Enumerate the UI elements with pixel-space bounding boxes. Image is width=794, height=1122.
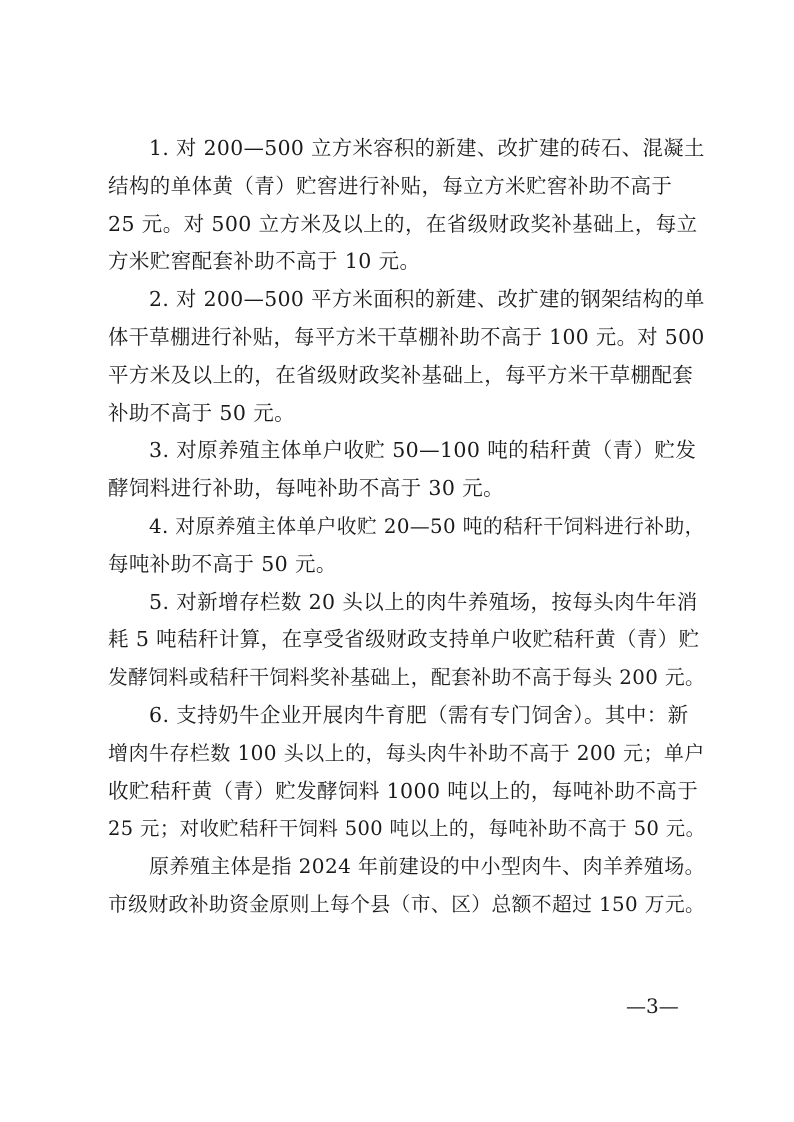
paragraph-definition: [108, 848, 708, 924]
text-line: 25 元。对 500 立方米及以上的，在省级财政奖补基础上，每立: [108, 211, 698, 236]
text-line: 方米贮窖配套补助不高于 10 元。: [108, 249, 421, 274]
text-line: 2. 对 200—500 平方米面积的新建、改扩建的钢架结构的单: [149, 287, 705, 312]
text-line: 1. 对 200—500 立方米容积的新建、改扩建的砖石、混凝土: [149, 136, 705, 160]
text-line: 原养殖主体是指 2024 年前建设的中小型肉牛、肉羊养殖场。: [149, 854, 706, 879]
text-line: 平方米及以上的，在省级财政奖补基础上，每平方米干草棚配套: [108, 362, 694, 387]
page-number: —3—: [626, 994, 679, 1018]
text-line: 酵饲料进行补助，每吨补助不高于 30 元。: [108, 476, 505, 501]
document-body: [108, 130, 708, 924]
text-line: 每吨补助不高于 50 元。: [108, 551, 337, 576]
paragraph-item-1: [108, 130, 708, 281]
text-line: 5. 对新增存栏数 20 头以上的肉牛养殖场，按每头肉牛年消: [149, 589, 698, 614]
text-line: 6. 支持奶牛企业开展肉牛育肥（需有专门饲舍）。其中：新: [149, 702, 689, 727]
text-line: 补助不高于 50 元。: [108, 400, 296, 425]
text-line: 耗 5 吨秸秆计算，在享受省级财政支持单户收贮秸秆黄（青）贮: [108, 627, 700, 652]
text-line: 25 元；对收贮秸秆干饲料 500 吨以上的，每吨补助不高于 50 元。: [108, 817, 706, 841]
text-line: 市级财政补助资金原则上每个县（市、区）总额不超过 150 万元。: [108, 892, 706, 916]
text-line: 结构的单体黄（青）贮窖进行补贴，每立方米贮窖补助不高于: [108, 173, 673, 198]
paragraph-item-5: [108, 584, 708, 697]
text-line: 收贮秸秆黄（青）贮发酵饲料 1000 吨以上的，每吨补助不高于: [108, 778, 699, 803]
text-line: 3. 对原养殖主体单户收贮 50—100 吨的秸秆黄（青）贮发: [149, 438, 697, 463]
paragraph-item-6: [108, 697, 708, 848]
text-line: 体干草棚进行补贴，每平方米干草棚补助不高于 100 元。对 500: [108, 324, 705, 349]
paragraph-item-4: [108, 508, 708, 584]
text-line: 4. 对原养殖主体单户收贮 20—50 吨的秸秆干饲料进行补助，: [149, 514, 705, 538]
paragraph-item-2: [108, 281, 708, 432]
paragraph-item-3: [108, 432, 708, 508]
text-line: 增肉牛存栏数 100 头以上的，每头肉牛补助不高于 200 元；单户: [108, 740, 705, 765]
text-line: 发酵饲料或秸秆干饲料奖补基础上，配套补助不高于每头 200 元。: [108, 666, 706, 690]
